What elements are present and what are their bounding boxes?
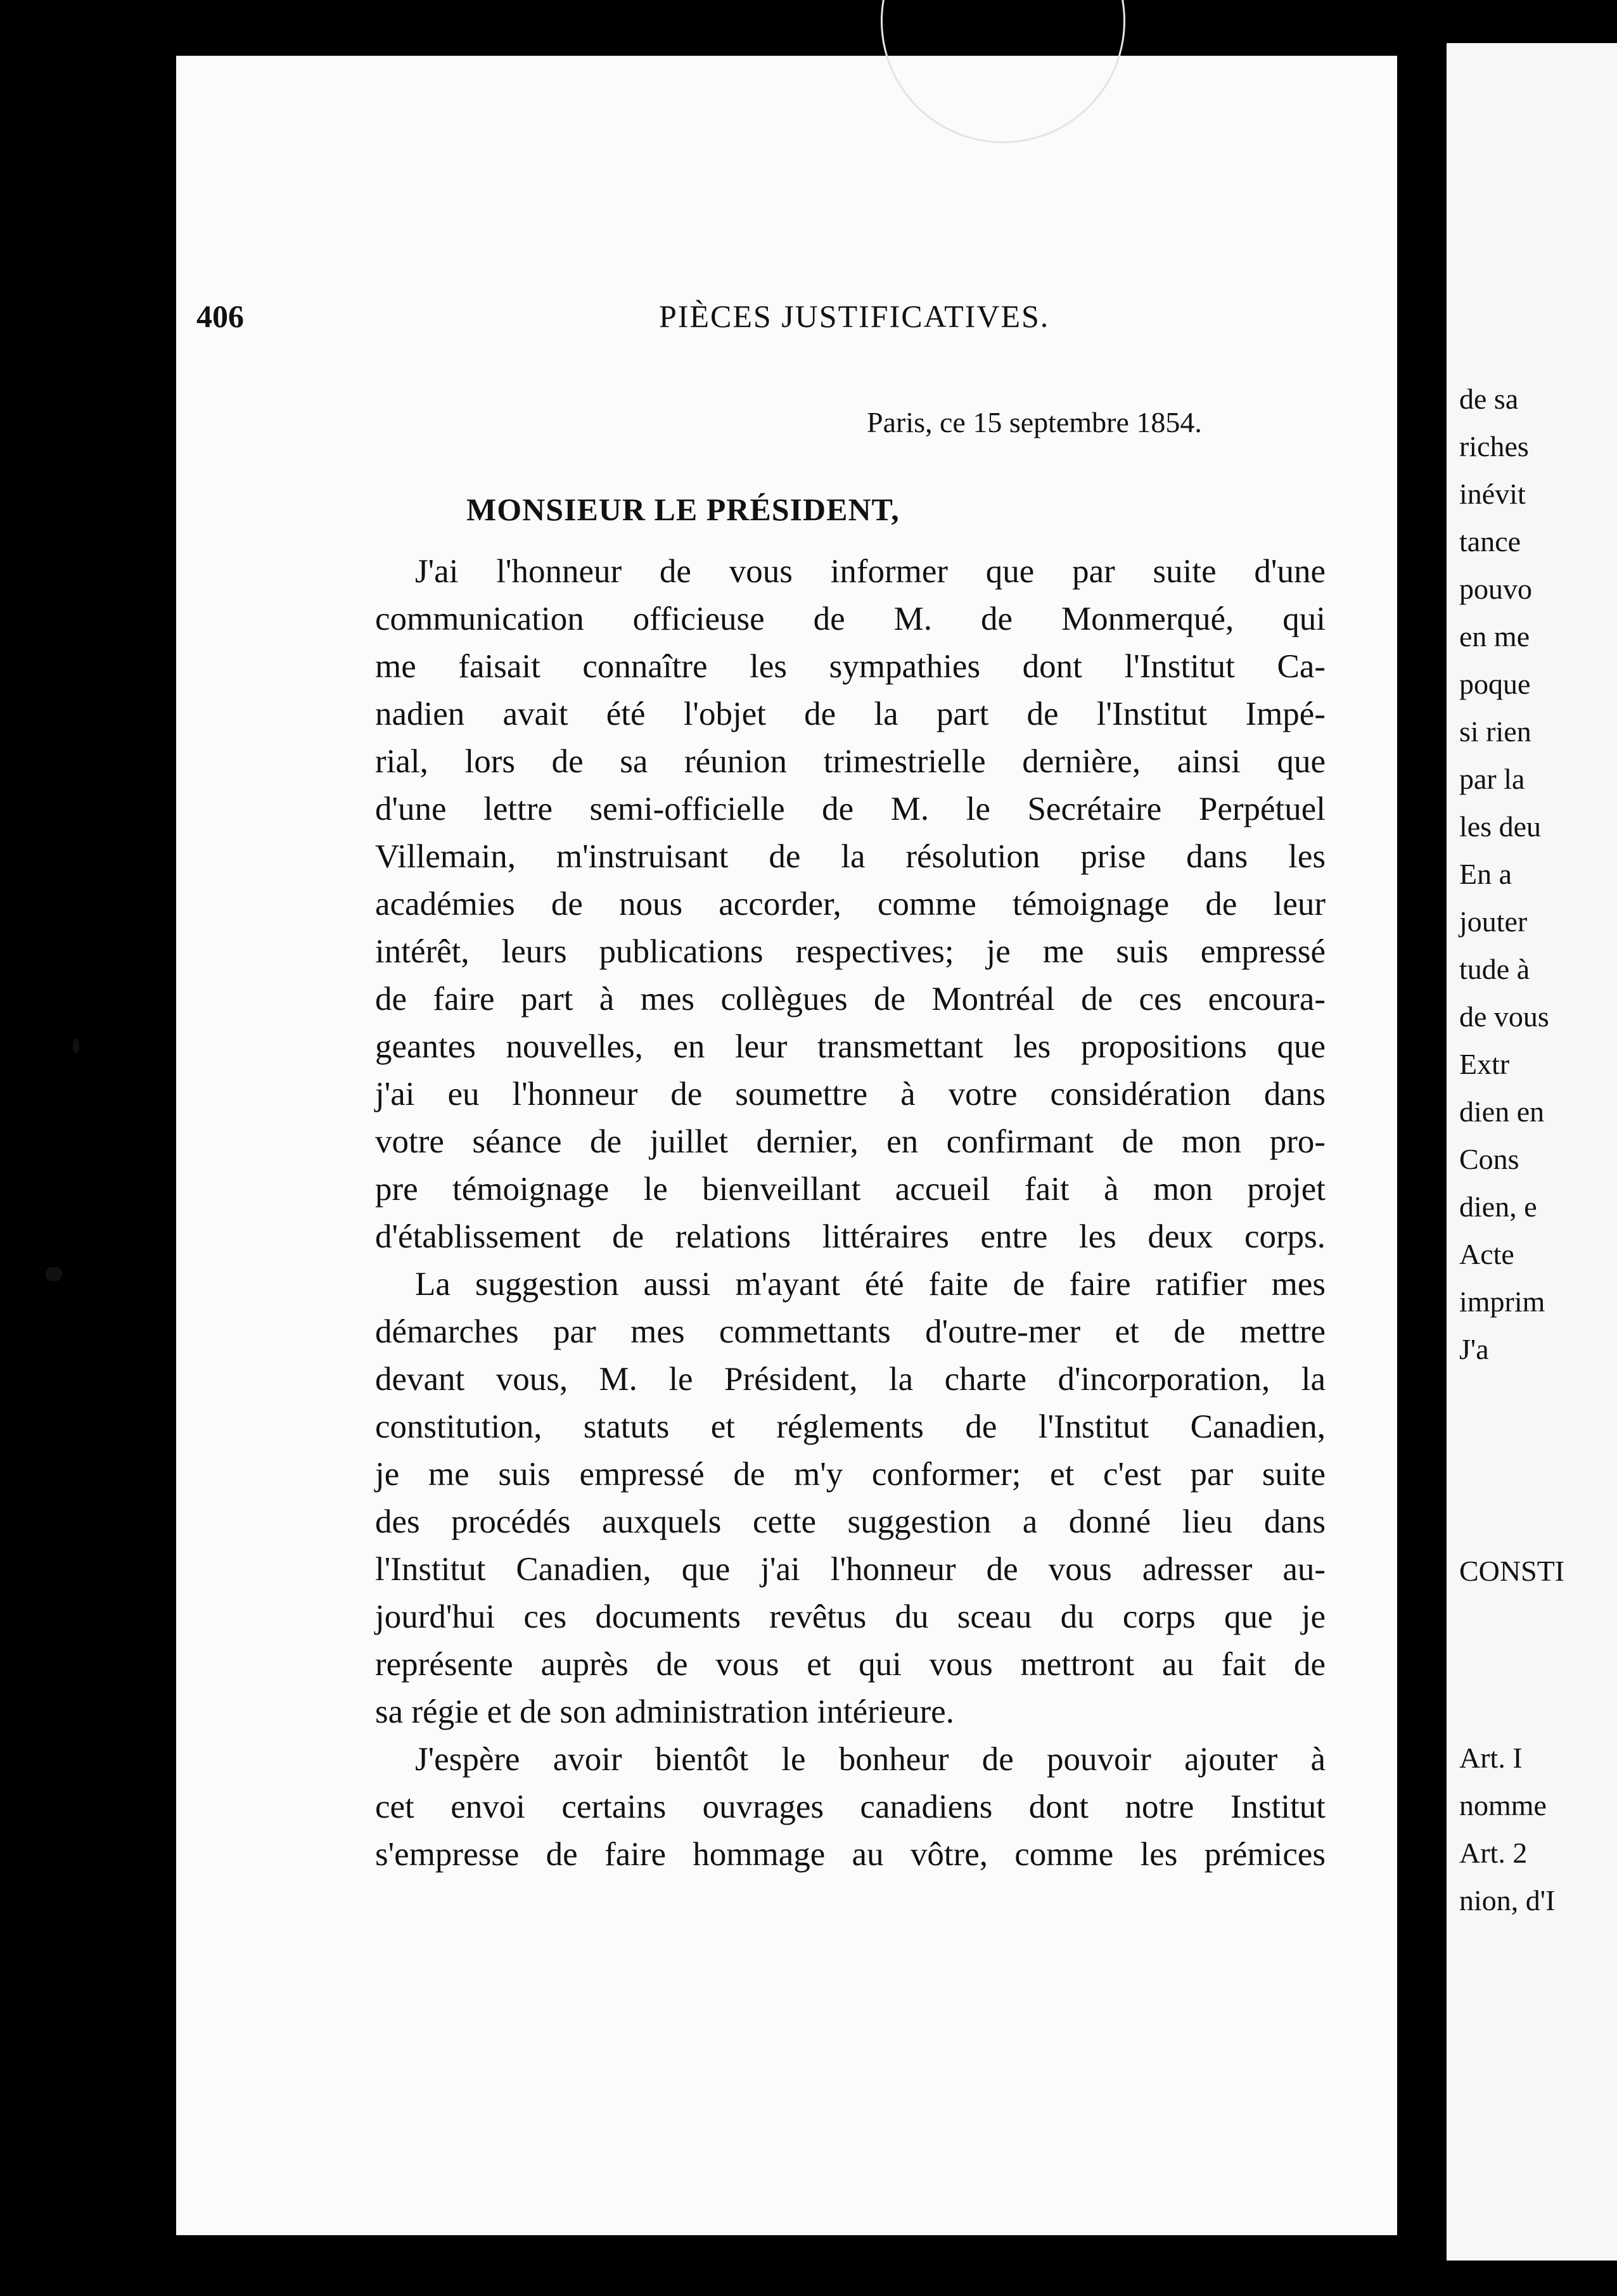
text-line: nadien avait été l'objet de la part de l'Institut Impé-: [375, 696, 1326, 732]
dateline: Paris, ce 15 septembre 1854.: [867, 406, 1202, 438]
text-line: de faire part à mes collègues de Montréal de ces encoura-: [375, 981, 1326, 1017]
right-text-line: tude à: [1459, 953, 1530, 985]
text-line: J'ai l'honneur de vous informer que par suite d'une: [415, 553, 1326, 590]
salutation: MONSIEUR LE PRÉSIDENT,: [466, 492, 900, 527]
right-text-line: si rien: [1459, 715, 1531, 748]
text-line: rial, lors de sa réunion trimestrielle dernière, ainsi que: [375, 743, 1326, 780]
text-line: me faisait connaître les sympathies dont l'Institut Ca-: [375, 648, 1326, 685]
text-line: geantes nouvelles, en leur transmettant les propositions que: [375, 1028, 1326, 1065]
right-text-line: Art. 2: [1459, 1837, 1528, 1869]
text-line: constitution, statuts et réglements de l'Institut Canadien,: [375, 1408, 1326, 1445]
scan-speck: [73, 1039, 79, 1053]
text-line: communication officieuse de M. de Monmerqué, qui: [375, 601, 1326, 637]
right-text-line: Cons: [1459, 1143, 1519, 1175]
text-line: J'espère avoir bientôt le bonheur de pouvoir ajouter à: [415, 1741, 1326, 1778]
page-number: 406: [196, 298, 244, 334]
right-text-line: J'a: [1459, 1333, 1489, 1365]
right-text-line: Art. I: [1459, 1742, 1523, 1774]
right-text-line: par la: [1459, 763, 1525, 795]
right-text-line: de vous: [1459, 1000, 1549, 1033]
right-text-line: En a: [1459, 858, 1512, 890]
text-line: jourd'hui ces documents revêtus du sceau du corps que je: [375, 1598, 1326, 1635]
text-line: pre témoignage le bienveillant accueil fait à mon projet: [375, 1171, 1326, 1208]
text-line: représente auprès de vous et qui vous mettront au fait de: [375, 1646, 1326, 1683]
text-line: académies de nous accorder, comme témoignage de leur: [375, 886, 1326, 922]
right-text-line: les deu: [1459, 810, 1542, 843]
right-text-line: Acte: [1459, 1238, 1514, 1270]
right-text-line: Extr: [1459, 1048, 1510, 1080]
right-text-line: poque: [1459, 668, 1531, 700]
right-text-line: dien en: [1459, 1095, 1545, 1128]
text-line: devant vous, M. le Président, la charte d'incorporation, la: [375, 1361, 1326, 1398]
right-text-line: CONSTI: [1459, 1555, 1565, 1587]
text-line: d'une lettre semi-officielle de M. le Secrétaire Perpétuel: [375, 791, 1326, 827]
right-text-line: de sa: [1459, 383, 1519, 415]
right-text-line: tance: [1459, 525, 1521, 558]
right-text-line: nion, d'I: [1459, 1884, 1556, 1917]
running-head: PIÈCES JUSTIFICATIVES.: [659, 298, 1050, 334]
text-line: intérêt, leurs publications respectives; je me suis empressé: [375, 933, 1326, 970]
text-line: des procédés auxquels cette suggestion a donné lieu dans: [375, 1503, 1326, 1540]
scan-speck: [46, 1267, 62, 1281]
text-line: La suggestion aussi m'ayant été faite de faire ratifier mes: [415, 1266, 1326, 1303]
text-line: votre séance de juillet dernier, en confirmant de mon pro-: [375, 1123, 1326, 1160]
right-text-line: dien, e: [1459, 1190, 1537, 1223]
text-line: s'empresse de faire hommage au vôtre, comme les prémices: [375, 1836, 1326, 1873]
text-line: démarches par mes commettants d'outre-mer et de mettre: [375, 1313, 1326, 1350]
text-line: Villemain, m'instruisant de la résolution prise dans les: [375, 838, 1326, 875]
text-line: l'Institut Canadien, que j'ai l'honneur de vous adresser au-: [375, 1551, 1326, 1588]
right-text-line: inévit: [1459, 478, 1526, 510]
right-page-fragment: [1447, 43, 1617, 2261]
text-line: cet envoi certains ouvrages canadiens dont notre Institut: [375, 1789, 1326, 1825]
text-line: j'ai eu l'honneur de soumettre à votre considération dans: [375, 1076, 1326, 1113]
text-line: je me suis empressé de m'y conformer; et c'est par suite: [375, 1456, 1326, 1493]
right-text-line: imprim: [1459, 1285, 1545, 1318]
right-text-line: pouvo: [1459, 573, 1532, 605]
right-text-line: jouter: [1459, 905, 1528, 938]
right-text-line: riches: [1459, 430, 1529, 462]
text-line: sa régie et de son administration intérieure.: [375, 1693, 954, 1730]
text-line: d'établissement de relations littéraires entre les deux corps.: [375, 1218, 1326, 1255]
right-text-line: nomme: [1459, 1789, 1547, 1821]
right-text-line: en me: [1459, 620, 1530, 653]
